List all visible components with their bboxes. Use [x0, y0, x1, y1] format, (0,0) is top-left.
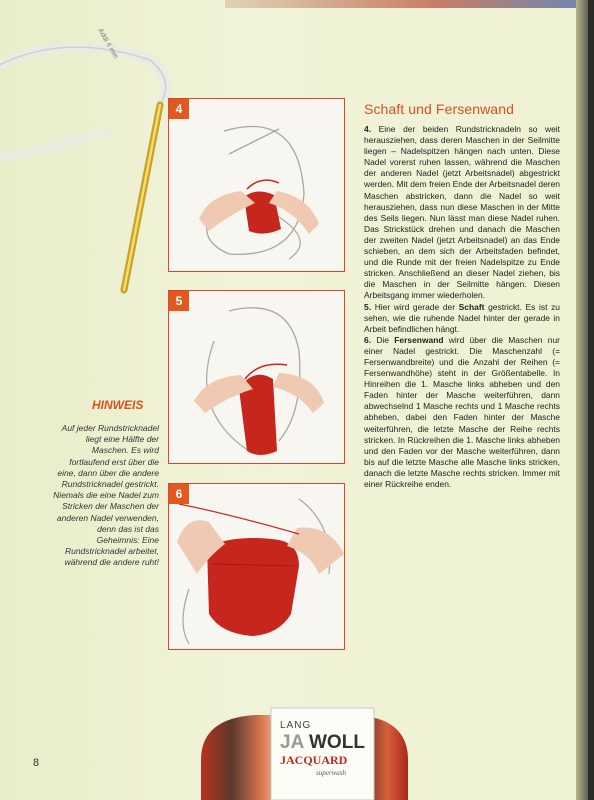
- knitting-hands-image: [169, 291, 344, 463]
- paragraph-step-6: [364, 335, 560, 490]
- keyword: Fersenwand: [394, 334, 444, 345]
- step-number-badge: 6: [169, 484, 189, 504]
- paragraph-text: gestrickt. Es ist zu sehen, wie die ruhende Nadel hinter der gerade in Arbeit befindlichen hängt.: [364, 301, 560, 334]
- step-number-badge: 5: [169, 291, 189, 311]
- paragraph-text: wird über die Maschen nur einer Nadel gestrickt. Die Maschenzahl (= Fersenwandbreite) und die Anzahl der Reihen (= Fersenwandhöhe) steht in der Größentabelle. In Hinreihen die 1. Masche links abheben und den Faden hinter der Masche weiterführen, dann abwechselnd 1 Masche rechts und 1 Masche rechts abheben, dabei den Faden hinter der Masche weiterführen, die letzte Masche der Reihe rechts stricken. In Rückreihen die 1. Masche links abheben und den Faden vor der Masche weiterführen, dann bis auf die letzte Masche alle Masche links stricken, danach die letzte Masche rechts stricken. Immer mit einer Rückreihe enden.: [364, 334, 560, 489]
- top-edge-strip: [225, 0, 576, 8]
- knitting-hands-image: [169, 484, 344, 649]
- paragraph-text: Die: [371, 334, 395, 345]
- paragraph-step-5: [364, 302, 560, 335]
- section-title: Schaft und Fersenwand: [364, 101, 514, 117]
- step-number: 5.: [364, 301, 372, 312]
- step-number-badge: 4: [169, 99, 189, 119]
- paragraph-text: Hier wird gerade der: [371, 301, 459, 312]
- book-spine-edge: [588, 0, 594, 800]
- needle-label: Addi 4 mm: [96, 27, 120, 60]
- paragraph-step-4: [364, 124, 560, 302]
- step-6-photo: [168, 483, 345, 650]
- instructions-text: [364, 124, 560, 490]
- yarn-line3: superwash: [316, 769, 346, 777]
- yarn-line2: JACQUARD: [280, 753, 348, 767]
- knitting-hands-image: [169, 99, 344, 271]
- step-number: 4.: [364, 124, 372, 134]
- step-5-photo: [168, 290, 345, 464]
- yarn-brand: LANG: [280, 720, 312, 731]
- hint-title: HINWEIS: [92, 398, 144, 412]
- step-4-photo: [168, 98, 345, 272]
- yarn-name-b: WOLL: [309, 732, 365, 753]
- page-number: 8: [33, 757, 40, 769]
- hint-text: Auf jeder Rundstricknadel liegt eine Hälfte der Maschen. Es wird fortlaufend erst über die eine, dann über die andere Rundstricknadel gestrickt. Niemals die eine Nadel zum Stricken der Maschen der anderen Nadel verwenden, denn das ist das Geheimnis: Eine Rundstricknadel arbeitet, während die andere ruht!: [53, 423, 159, 568]
- yarn-name-a: JA: [280, 732, 305, 753]
- keyword: Schaft: [458, 301, 485, 312]
- yarn-skein-image: [196, 700, 411, 800]
- step-number: 6.: [364, 334, 372, 345]
- paragraph-text: Eine der beiden Rundstricknadeln so weit herausziehen, dass deren Maschen in der Seilmitte liegen – Nadelspitzen hängen nach unten. Diese Nadel vorerst ruhen lassen, während die Maschen der anderen Nadel (jetzt Arbeitsnadel) abgestrickt werden. Mit dem freien Ende der Arbeitsnadel deren Maschen abstricken, dann die Nadel so weit herausziehen, dass nun diese Maschen in der Mitte des Seils liegen. Nun lässt man diese Nadel ruhen. Das Strickstück drehen und danach die Maschen der zweiten Nadel (jetzt Arbeitsnadel) an das Ende schieben, an dem sich der Arbeitsfaden befindet, und die Runde mit der freien Nadelspitze zu Ende stricken. Anschließend an dieser Nadel ziehen, bis die Maschen in der Seilmitte hängen. Diesen Arbeitsgang immer wiederholen.: [364, 124, 560, 301]
